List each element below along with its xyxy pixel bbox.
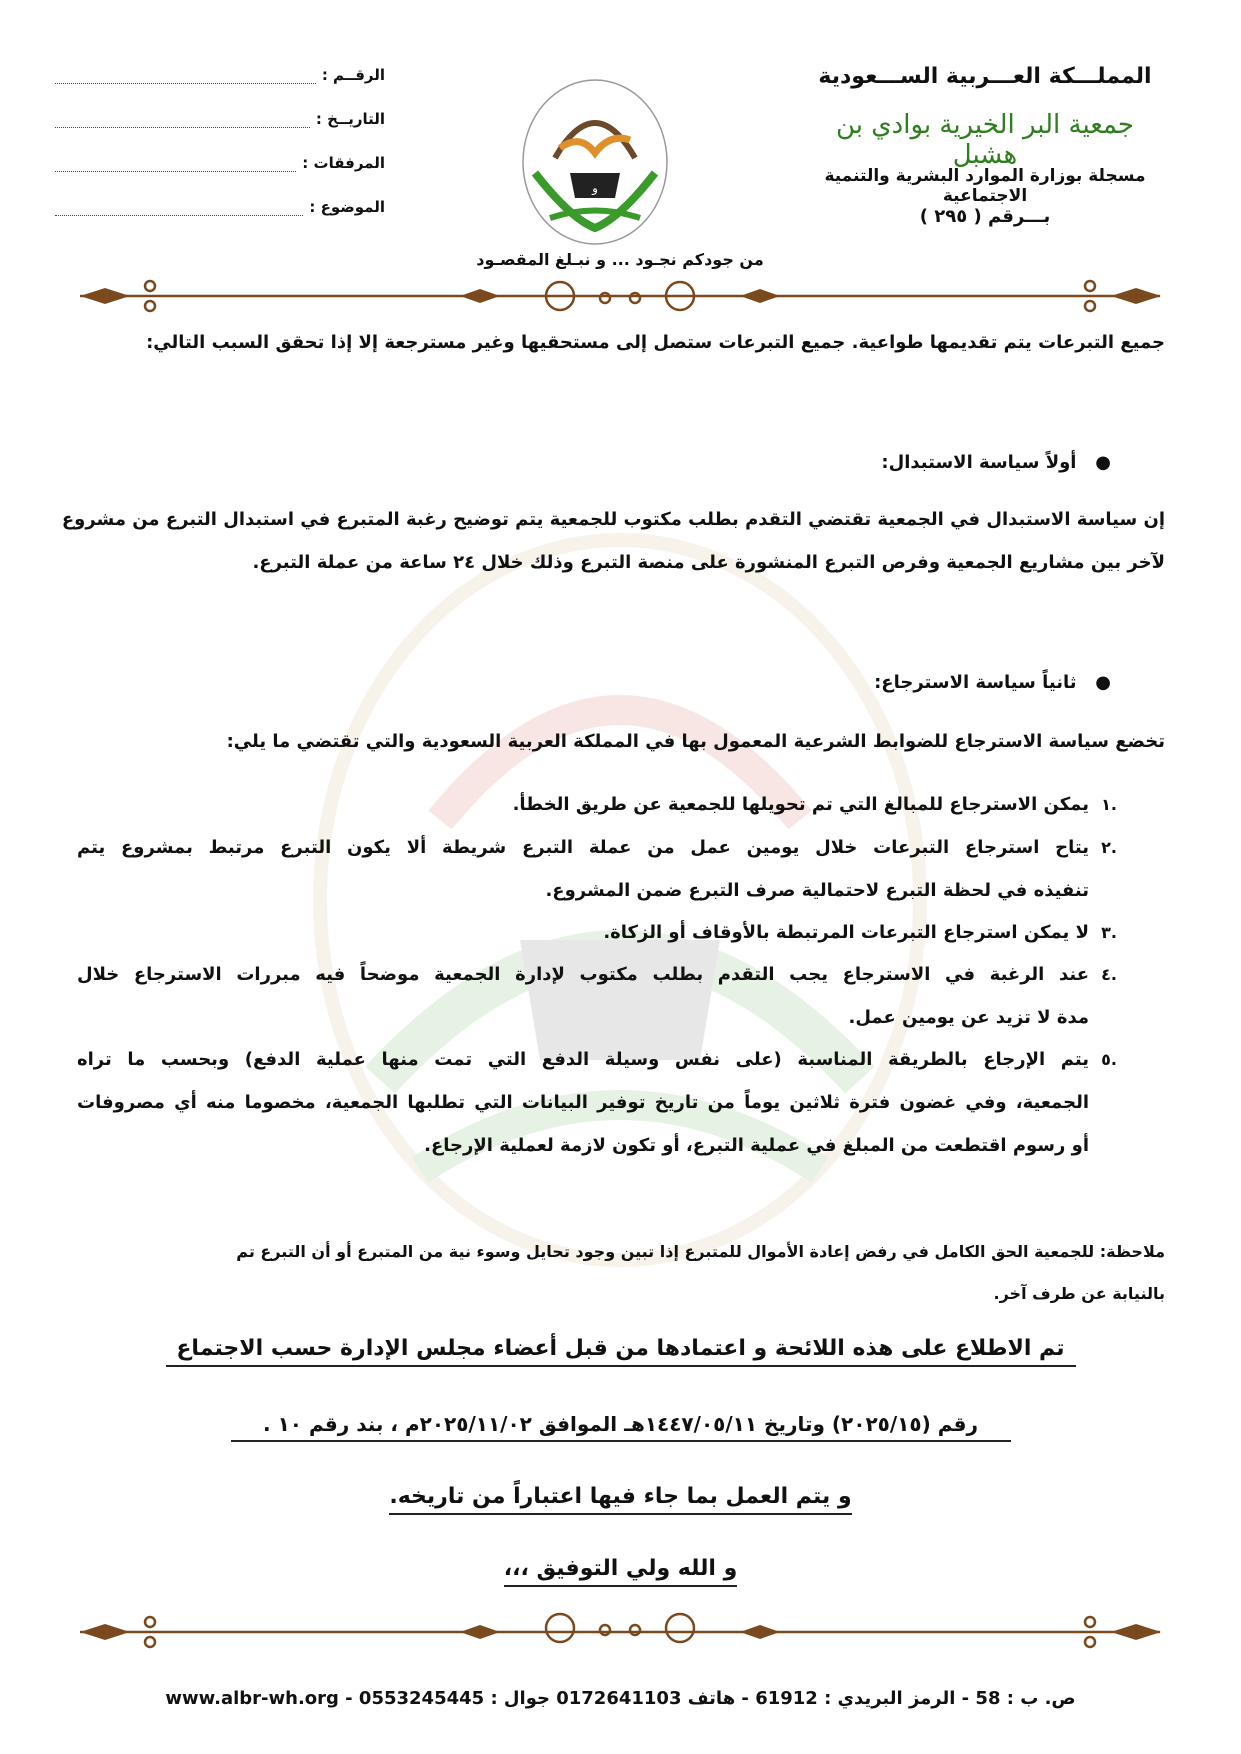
org-logo [520,78,670,246]
field-date[interactable] [55,104,385,128]
section1-line: إن سياسة الاستبدال في الجمعية تقتضي التقدم بطلب مكتوب للجمعية يتم توضيح رغبة المتبرع في استبدال التبرع من مشروع [61,509,1165,530]
list-item: لا يمكن استرجاع التبرعات المرتبطة بالأوقاف أو الزكاة. [603,922,1089,943]
field-line [55,113,310,128]
field-label: الموضوع : [309,198,385,216]
section-title-text: أولاً سياسة الاستبدال: [881,452,1077,473]
list-item-cont: أو رسوم اقتطعت من المبلغ في عملية التبرع، أو تكون لازمة لعملية الإرجاع. [424,1135,1089,1156]
section2-title [874,672,1111,693]
list-number: ٢. [1101,838,1117,857]
field-number[interactable] [55,60,385,84]
ornament-divider-top [60,276,1181,316]
motto: من جودكم نجـود ... و نبـلغ المقصـود [476,250,764,269]
list-item: عند الرغبة في الاسترجاع يجب التقدم بطلب مكتوب لإدارة الجمعية موضحاً فيه مبررات الاسترجاع خلال [77,964,1089,985]
list-number: ٤. [1101,965,1117,984]
field-subject[interactable] [55,192,385,216]
section1-title [881,452,1111,473]
closing-text: و الله ولي التوفيق ،،، [504,1556,738,1587]
closing-line [0,1556,1241,1587]
approval-line [0,1412,1241,1442]
list-item: يتاح استرجاع التبرعات خلال يومين عمل من عملة التبرع شريطة ألا يكون التبرع مرتبط بمشروع يتم [77,837,1089,858]
list-number: ٥. [1101,1050,1117,1069]
note-line: بالنيابة عن طرف آخر. [993,1284,1165,1303]
intro-text: جميع التبرعات يتم تقديمها طواعية. جميع التبرعات ستصل إلى مستحقيها وغير مسترجعة إلا إذا تحقق السبب التالي: [146,332,1165,353]
approval-text: تم الاطلاع على هذه اللائحة و اعتمادها من قبل أعضاء مجلس الإدارة حسب الاجتماع [166,1336,1076,1367]
approval-line [0,1484,1241,1515]
list-item-cont: تنفيذه في لحظة التبرع لاحتمالية صرف التبرع ضمن المشروع. [545,880,1089,901]
approval-line [0,1336,1241,1367]
field-line [55,201,303,216]
country-name: المملـــكة العـــربية الســـعودية [818,64,1152,89]
ornament-divider-bottom [60,1612,1181,1652]
approval-text: و يتم العمل بما جاء فيها اعتباراً من تاريخه. [389,1484,851,1515]
section-title-text: ثانياً سياسة الاسترجاع: [874,672,1077,693]
section1-line: لآخر بين مشاريع الجمعية وفرص التبرع المنشورة على منصة التبرع وذلك خلال ٢٤ ساعة من عملة التبرع. [252,552,1165,573]
field-label: المرفقات : [302,154,385,172]
bullet-icon: ● [1076,452,1111,473]
field-line [55,69,316,84]
section2-intro: تخضع سياسة الاسترجاع للضوابط الشرعية المعمول بها في المملكة العربية السعودية والتي تقتضي ما يلي: [226,731,1165,752]
registration-number: بـــرقم ( ٢٩٥ ) [919,206,1051,227]
approval-text: رقم (٢٠٢٥/١٥) وتاريخ ١٤٤٧/٠٥/١١هـ الموافق ٢٠٢٥/١١/٠٢م ، بند رقم ١٠ . [231,1412,1011,1442]
list-item-cont: مدة لا تزيد عن يومين عمل. [848,1007,1089,1028]
field-label: الرقــم : [321,66,385,84]
svg-text:و: و [592,181,598,195]
registration-text: مسجلة بوزارة الموارد البشرية والتنمية الاجتماعية [824,166,1146,206]
list-item: يمكن الاسترجاع للمبالغ التي تم تحويلها للجمعية عن طريق الخطأ. [512,794,1089,815]
list-item-cont: الجمعية، وفي غضون فترة ثلاثين يوماً من تاريخ توفير البيانات التي تطلبها الجمعية، مخصوما منه أي مصروفات [77,1092,1089,1113]
field-attachments[interactable] [55,148,385,172]
bullet-icon: ● [1076,672,1111,693]
field-label: التاريــخ : [315,110,385,128]
org-name: جمعية البر الخيرية بوادي بن هشبل [836,110,1134,170]
field-line [55,157,296,172]
footer-contact: ص. ب : 58 - الرمز البريدي : 61912 - هاتف 0172641103 جوال : 0553245445 - www.albr-wh.org [165,1688,1076,1709]
note-line: ملاحظة: للجمعية الحق الكامل في رفض إعادة الأموال للمتبرع إذا تبين وجود تحايل وسوء نية من المتبرع أو أن التبرع تم [236,1242,1165,1261]
list-number: ١. [1101,795,1117,814]
list-item: يتم الإرجاع بالطريقة المناسبة (على نفس وسيلة الدفع التي تمت منها عملية الدفع) وبحسب ما تراه [77,1049,1089,1070]
list-number: ٣. [1101,923,1117,942]
